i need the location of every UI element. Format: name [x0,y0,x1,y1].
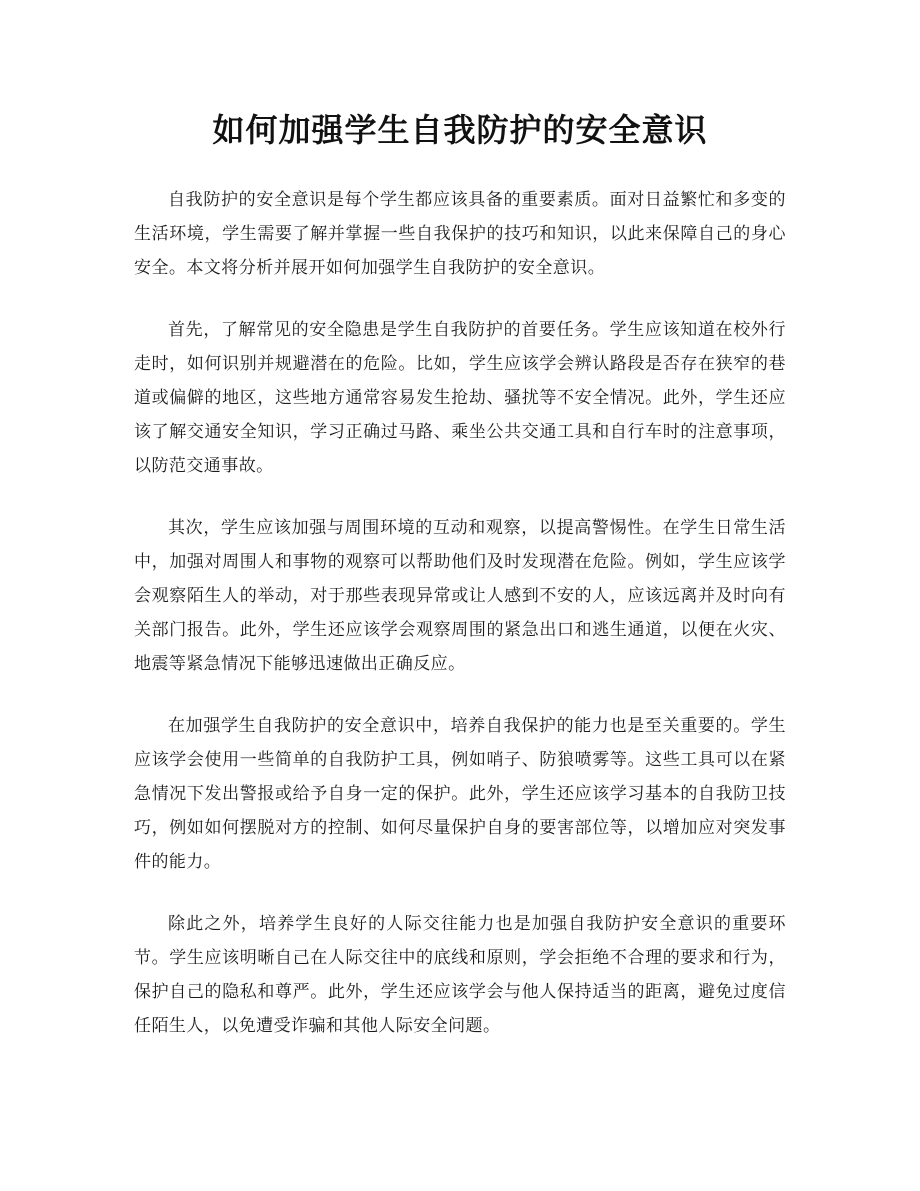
paragraph-2: 首先，了解常见的安全隐患是学生自我防护的首要任务。学生应该知道在校外行走时，如何识别并规避潜在的危险。比如，学生应该学会辨认路段是否存在狭窄的巷道或偏僻的地区，这些地方通常容易发生抢劫、骚扰等不安全情况。此外，学生还应该了解交通安全知识，学习正确过马路、乘坐公共交通工具和自行车时的注意事项，以防范交通事故。 [134,320,786,476]
paragraph-5: 除此之外，培养学生良好的人际交往能力也是加强自我防护安全意识的重要环节。学生应该明晰自己在人际交往中的底线和原则，学会拒绝不合理的要求和行为，保护自己的隐私和尊严。此外，学生还应该学会与他人保持适当的距离，避免过度信任陌生人，以免遭受诈骗和其他人际安全问题。 [134,914,786,1036]
paragraph-1: 自我防护的安全意识是每个学生都应该具备的重要素质。面对日益繁忙和多变的生活环境，学生需要了解并掌握一些自我保护的技巧和知识，以此来保障自己的身心安全。本文将分析并展开如何加强学生自我防护的安全意识。 [134,190,786,278]
document-body [134,183,786,1071]
document-title: 如何加强学生自我防护的安全意识 [212,111,708,149]
paragraph-3: 其次，学生应该加强与周围环境的互动和观察，以提高警惕性。在学生日常生活中，加强对周围人和事物的观察可以帮助他们及时发现潜在危险。例如，学生应该学会观察陌生人的举动，对于那些表现异常或让人感到不安的人，应该远离并及时向有关部门报告。此外，学生还应该学会观察周围的紧急出口和逃生通道，以便在火灾、地震等紧急情况下能够迅速做出正确反应。 [134,518,786,674]
paragraph-4: 在加强学生自我防护的安全意识中，培养自我保护的能力也是至关重要的。学生应该学会使用一些简单的自我防护工具，例如哨子、防狼喷雾等。这些工具可以在紧急情况下发出警报或给予自身一定的保护。此外，学生还应该学习基本的自我防卫技巧，例如如何摆脱对方的控制、如何尽量保护自身的要害部位等，以增加应对突发事件的能力。 [134,716,786,872]
